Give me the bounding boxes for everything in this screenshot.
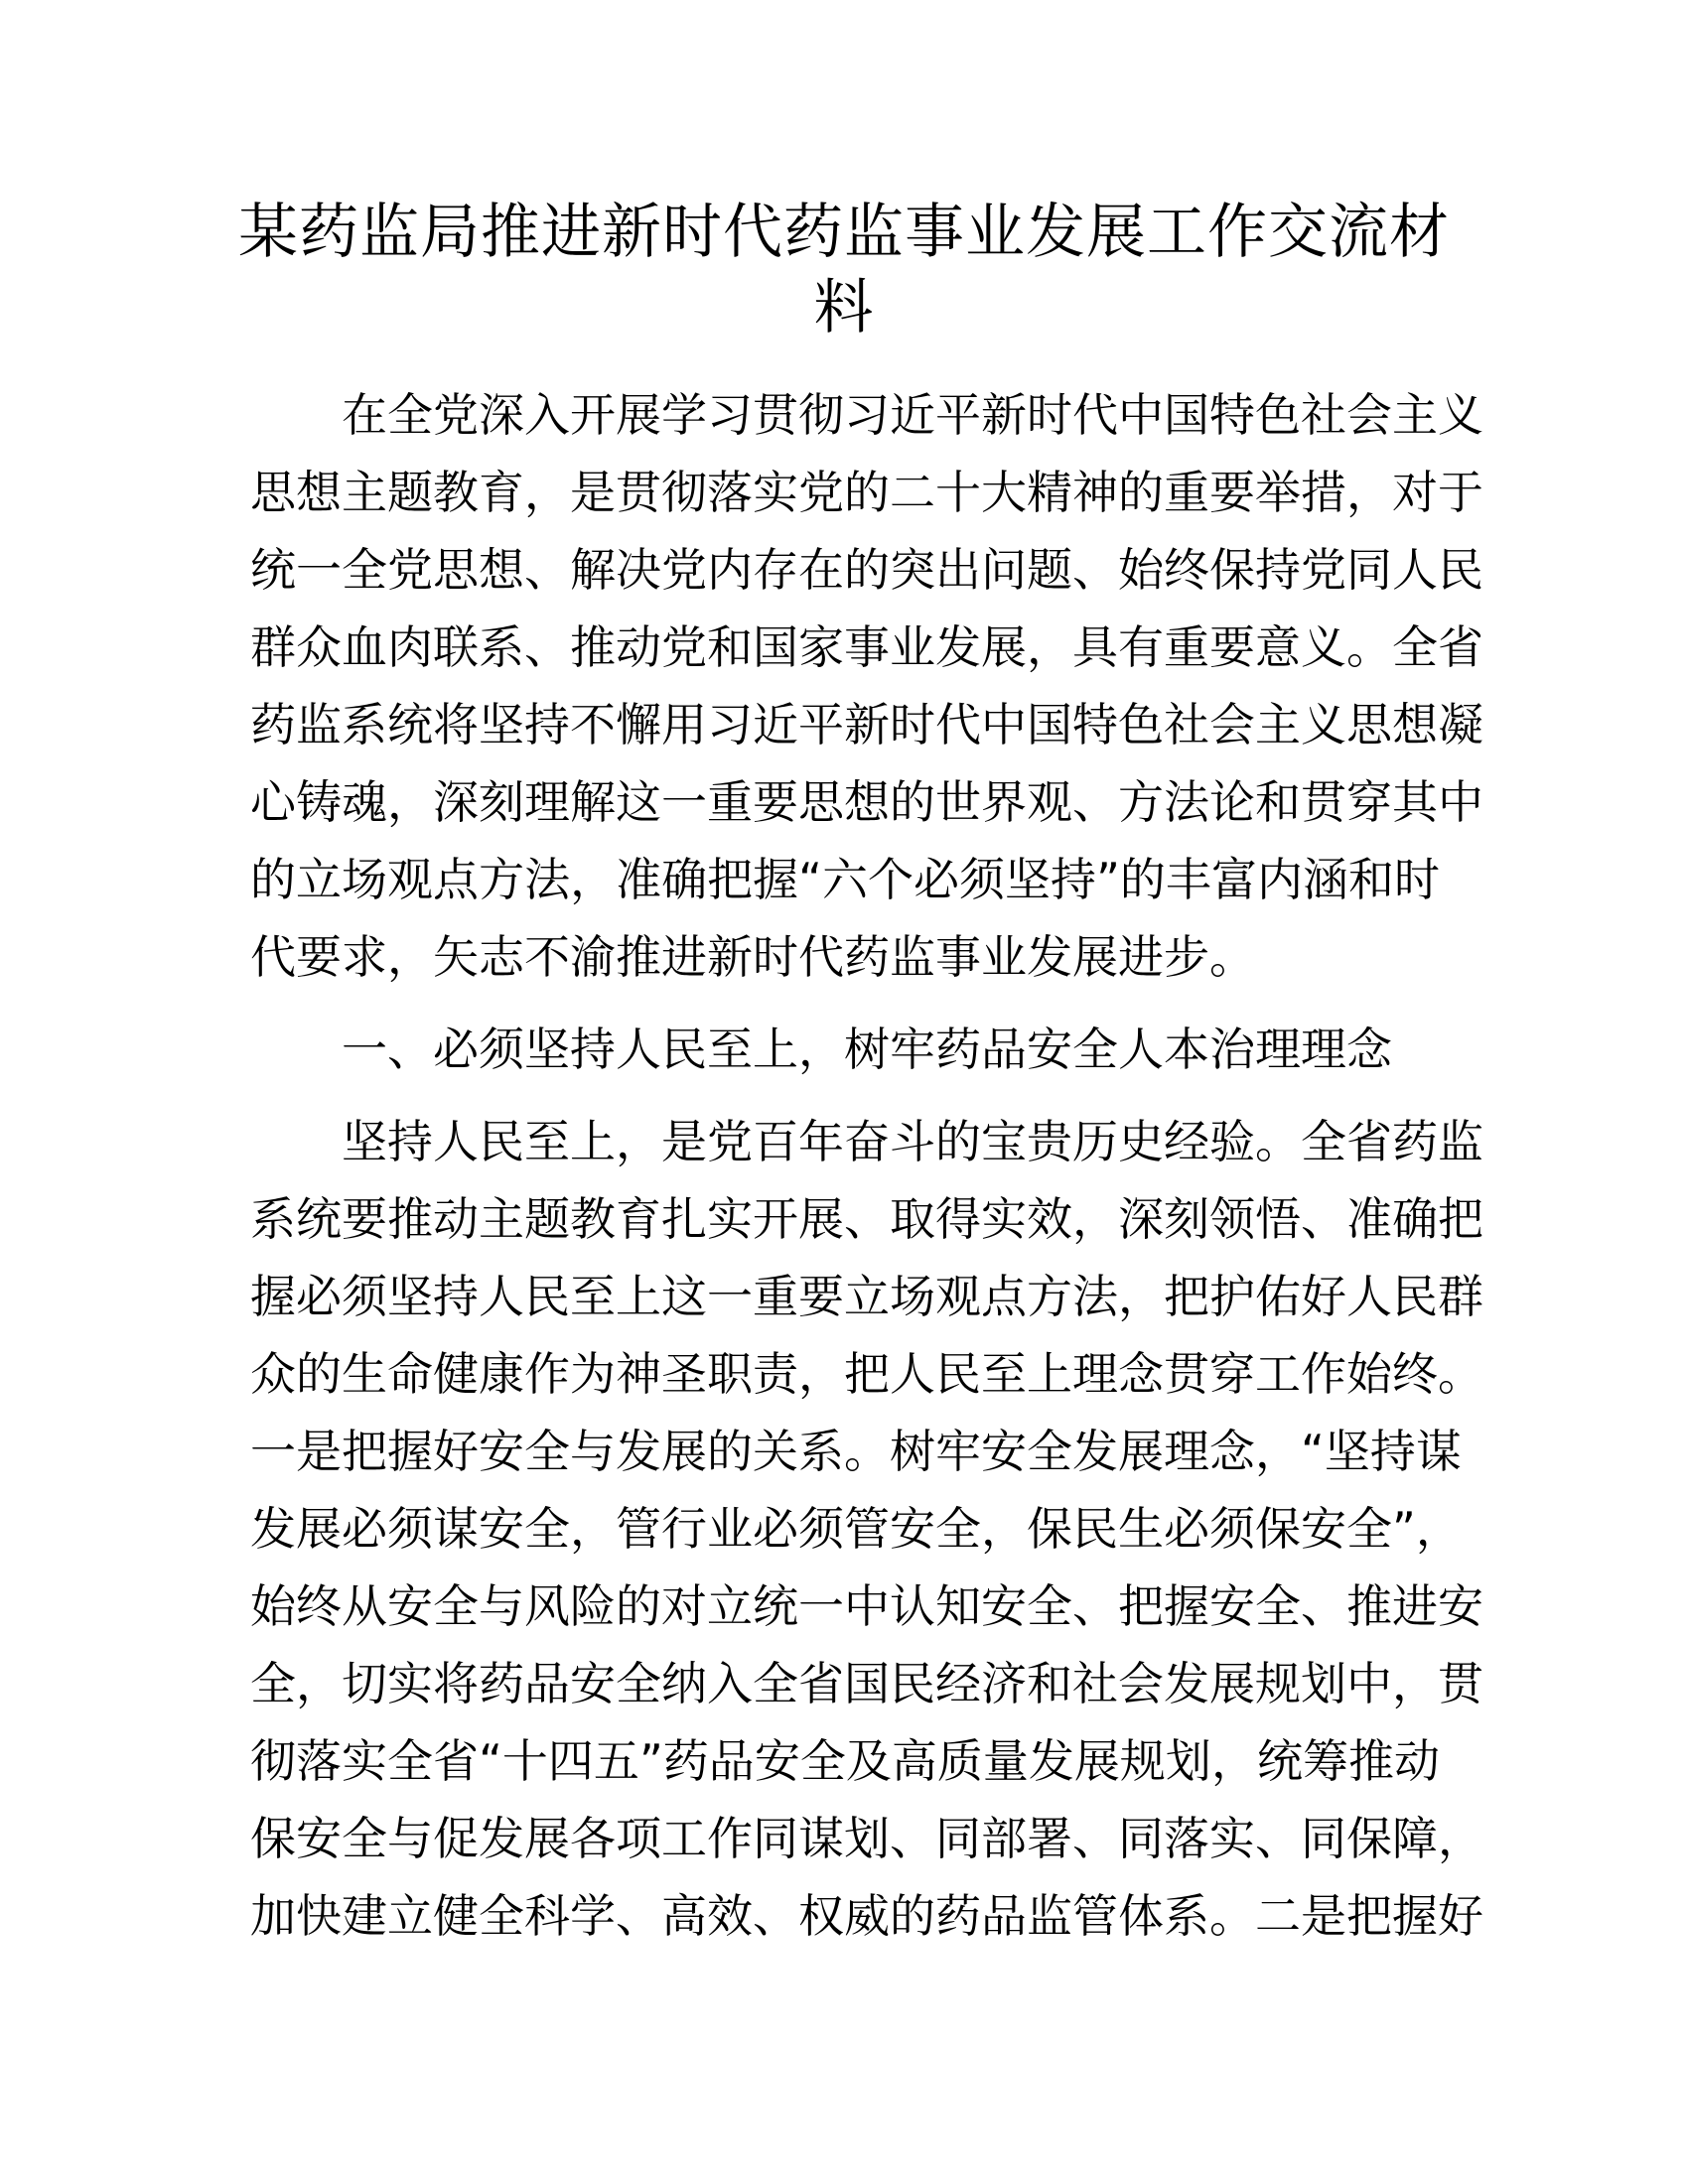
paragraph-line: 心铸魂，深刻理解这一重要思想的世界观、方法论和贯穿其中: [250, 775, 1483, 829]
paragraph-line: 保安全与促发展各项工作同谋划、同部署、同落实、同保障，: [250, 1812, 1483, 1865]
section-1-paragraph: [250, 1103, 1483, 1955]
paragraph-line: 全，切实将药品安全纳入全省国民经济和社会发展规划中，贯: [250, 1657, 1483, 1710]
paragraph-line: 坚持人民至上，是党百年奋斗的宝贵历史经验。全省药监: [342, 1115, 1483, 1168]
paragraph-line: 的立场观点方法，准确把握“六个必须坚持”的丰富内涵和时: [250, 853, 1440, 906]
document-title: [0, 195, 1688, 345]
paragraph-line: 始终从安全与风险的对立统一中认知安全、把握安全、推进安: [250, 1579, 1483, 1633]
paragraph-line: 代要求，矢志不渝推进新时代药监事业发展进步。: [250, 930, 1255, 984]
paragraph-line: 在全党深入开展学习贯彻习近平新时代中国特色社会主义: [342, 388, 1483, 442]
section-heading-text: 一、必须坚持人民至上，树牢药品安全人本治理理念: [342, 1023, 1392, 1076]
paragraph-line: 思想主题教育，是贯彻落实党的二十大精神的重要举措，对于: [250, 466, 1483, 519]
intro-paragraph: [250, 376, 1483, 996]
paragraph-line: 一是把握好安全与发展的关系。树牢安全发展理念，“坚持谋: [250, 1425, 1462, 1478]
section-heading: [250, 1011, 1440, 1088]
paragraph-line: 加快建立健全科学、高效、权威的药品监管体系。二是把握好: [250, 1889, 1483, 1943]
paragraph-line: 彻落实全省“十四五”药品安全及高质量发展规划，统筹推动: [250, 1734, 1440, 1788]
paragraph-line: 发展必须谋安全，管行业必须管安全，保民生必须保安全”，: [250, 1502, 1462, 1556]
paragraph-line: 系统要推动主题教育扎实开展、取得实效，深刻领悟、准确把: [250, 1192, 1483, 1246]
title-line-2: 料: [813, 273, 875, 342]
paragraph-line: 握必须坚持人民至上这一重要立场观点方法，把护佑好人民群: [250, 1270, 1483, 1323]
paragraph-line: 群众血肉联系、推动党和国家事业发展，具有重要意义。全省: [250, 620, 1483, 674]
paragraph-line: 统一全党思想、解决党内存在的突出问题、始终保持党同人民: [250, 543, 1483, 597]
paragraph-line: 药监系统将坚持不懈用习近平新时代中国特色社会主义思想凝: [250, 698, 1483, 751]
paragraph-line: 众的生命健康作为神圣职责，把人民至上理念贯穿工作始终。: [250, 1347, 1483, 1401]
title-line-1: 某药监局推进新时代药监事业发展工作交流材: [238, 198, 1450, 267]
